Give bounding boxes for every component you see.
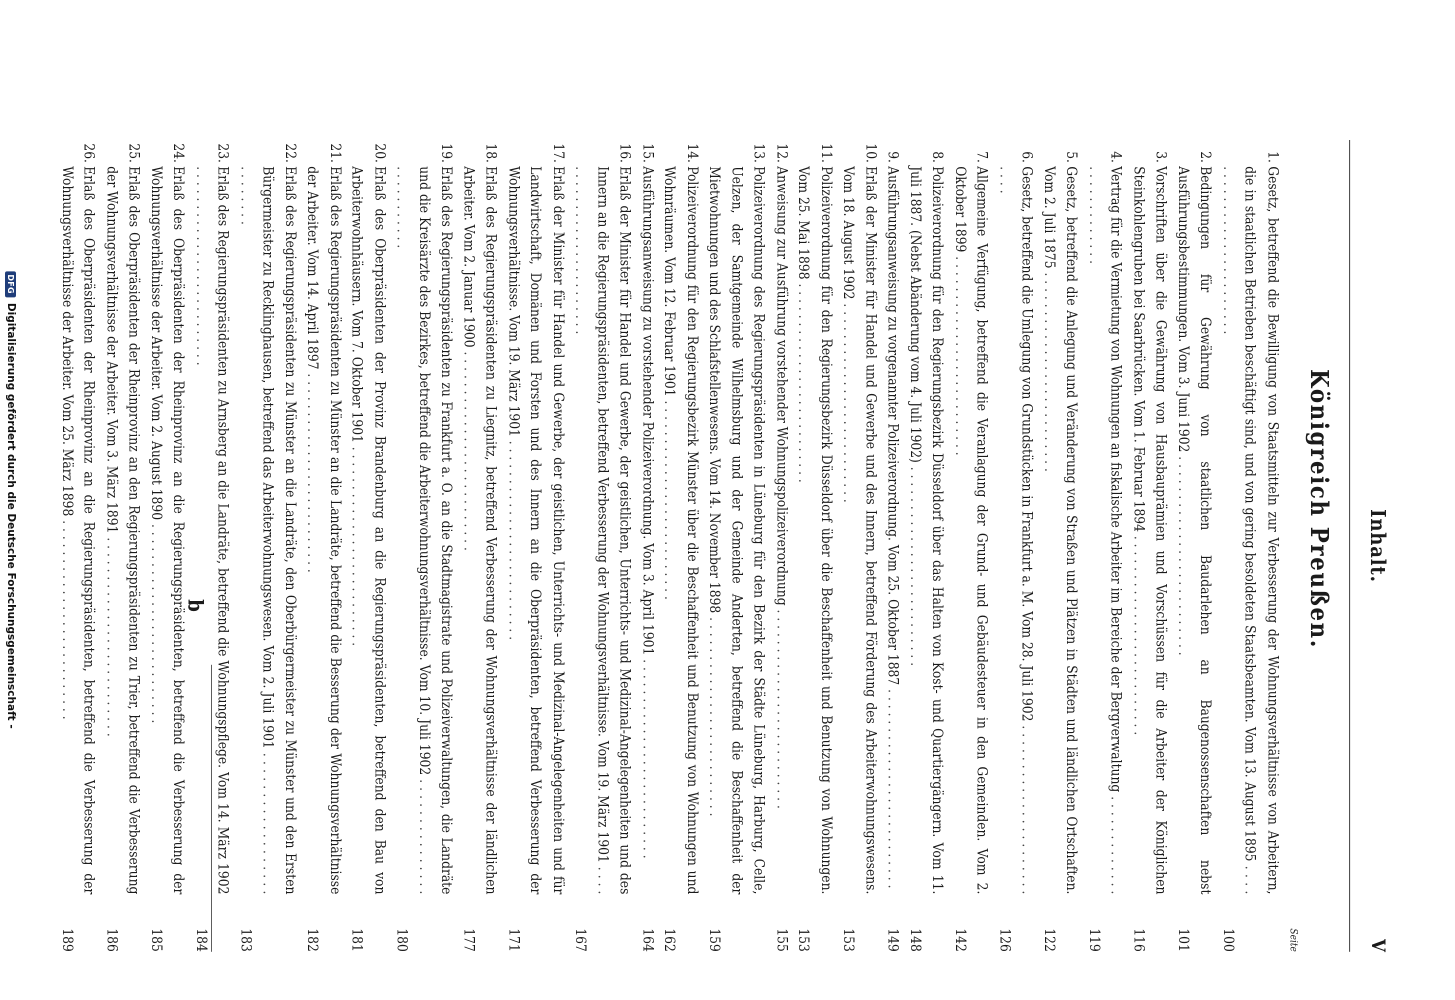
signature-mark: b (182, 599, 208, 612)
toc-entry-title: Ausführungsanweisung zu vorgenannter Polizeiverordnung. Vom 25. Oktober 1887 . . . (882, 166, 904, 894)
toc-entry (636, 140, 658, 952)
running-head: Inhalt. (1365, 509, 1390, 583)
toc-entry (837, 140, 882, 952)
toc-entry-number: 20. (371, 143, 389, 163)
toc-entry-number: 26. (81, 143, 99, 163)
toc-entry-title: Ausführungsanweisung zu vorstehender Polizeiverordnung. Vom 3. April 1901 . . . (636, 166, 658, 894)
toc-entry-number: 7. (974, 151, 992, 163)
toc-entry (993, 140, 1038, 952)
toc-entry-page: 184 (193, 928, 211, 952)
toc-entry (100, 140, 145, 952)
toc-entry-number: 19. (438, 143, 456, 163)
scanned-page (59, 140, 1390, 952)
toc-entry-page: 177 (460, 928, 478, 952)
toc-entry-page: 171 (505, 928, 523, 952)
toc-entry-number: 16. (617, 143, 635, 163)
toc-entry-number: 13. (751, 143, 769, 163)
toc-entry-page: 164 (639, 928, 657, 952)
toc-entry-number: 1. (1264, 151, 1282, 163)
toc-entry (301, 140, 346, 952)
toc-entry-title: Erlaß des Oberpräsidenten der Provinz Brandenburg an die Regierungspräsidenten, betreffend den Bau von Arbeiterwohnhäusern. Vom 7. Oktober 1901 . . . (346, 166, 391, 894)
toc-entry (882, 140, 904, 952)
dfg-logo: DFG (6, 271, 17, 297)
toc-entry-page: 180 (393, 928, 412, 952)
toc-entry-title: Erlaß des Regierungspräsidenten zu Liegnitz, betreffend Verbesserung der Wohnungsverhältnisse der ländlichen Arbeiter. Vom 2. Januar 1900 . . . (458, 166, 503, 894)
toc-entry-page: 142 (952, 928, 970, 952)
toc-entry-number: 25. (126, 143, 144, 163)
toc-entry-title: Polizeiverordnung für den Regierungsbezirk Münster über die Beschaffenheit und Benutzung von Wohnungen und Wohnräumen. Vom 12. Februar 1901 . . . (659, 166, 704, 894)
toc-entry (234, 140, 301, 952)
toc-entry-number: 24. (170, 143, 188, 163)
toc-entry-page: 186 (103, 928, 121, 952)
toc-entry (904, 140, 949, 952)
toc-entry-title: Allgemeine Verfügung, betreffend die Veranlagung der Grund- und Gebäudesteuer in den Gemeinden. Vom 2. Oktober 1899 . . . (949, 166, 994, 894)
toc-entry (190, 140, 235, 952)
toc-entry-page: 155 (773, 928, 791, 952)
toc-entry-title: Erlaß des Regierungspräsidenten zu Münster an die Landräte, den Oberbürgermeister zu Münster und den Ersten Bürgermeister zu Recklinghausen, betreffend das Arbeiterwohnungswesen. Vom 2. Juli 1901 . . . (234, 166, 301, 894)
toc-entry-page: 116 (1130, 928, 1148, 952)
toc-entry-number: 8. (929, 151, 947, 163)
toc-entry-page: 149 (885, 928, 903, 952)
toc-entry-page: 185 (148, 928, 166, 952)
toc-entry-title: Erlaß des Oberpräsidenten der Rheinprovinz an die Regierungspräsidenten, betreffend die Verbesserung der Wohnungsverhältnisse der Arbeiter. Vom 25. März 1898 . . . (56, 166, 101, 894)
toc-entry-number: 10. (862, 143, 880, 163)
toc-entry-number: 6. (1019, 151, 1037, 163)
toc-entry-number: 18. (483, 143, 501, 163)
toc-entry (145, 140, 190, 952)
digitization-credit (5, 271, 17, 728)
toc-entry-number: 23. (215, 143, 233, 163)
credit-text: Digitalisierung gefördert durch die Deutsche Forschungsgemeinschaft - (5, 302, 17, 729)
toc-entry-page: 119 (1086, 928, 1104, 952)
toc-entry-page: 126 (996, 928, 1014, 952)
toc-entry (703, 140, 770, 952)
toc-entry-number: 11. (818, 143, 836, 163)
toc-entry-number: 3. (1152, 151, 1171, 163)
toc-entry (391, 140, 458, 952)
toc-entry (1172, 140, 1217, 952)
toc-entry (1217, 140, 1284, 952)
toc-entry-title: Erlaß des Oberpräsidenten der Rheinprovinz an den Regierungspräsidenten zu Trier, betreffend die Verbesserung der Wohnungsverhältnisse der Arbeiter. Vom 3. März 1891 . . . (100, 166, 145, 894)
toc-entry-page: 153 (795, 928, 813, 952)
toc-entry (56, 140, 101, 952)
toc-entry-number: 15. (639, 143, 657, 163)
header-rule (1349, 140, 1350, 952)
toc-entry-page: 183 (237, 928, 255, 952)
toc-entry-number: 17. (550, 143, 568, 163)
toc-entry-number: 4. (1108, 151, 1126, 163)
toc-entry-page: 153 (840, 928, 858, 952)
toc-entry-title: Gesetz, betreffend die Anlegung und Veränderung von Straßen und Plätzen in Städten und ländlichen Ortschaften. Vom 2. Juli 1875 . . . (1038, 166, 1083, 894)
toc-entry-title: Erlaß der Minister für Handel und Gewerbe, der geistlichen, Unterrichts- und Medizinal-Angelegenheiten und des Innern an die Regierungspräsidenten, betreffend Verbesserung der Wohnungsverhältnisse. Vom 19. März 1901 . . . (569, 166, 636, 894)
page-number: V (1367, 939, 1390, 952)
toc-entry-title: Erlaß des Regierungspräsidenten zu Münster an die Landräte, betreffend die Besserung der Wohnungsverhältnisse der Arbeiter. Vom 14. April 1897 . . . (301, 166, 346, 894)
toc-entry-title: Erlaß der Minister für Handel und Gewerbe, der geistlichen, Unterrichts- und Medizinal-Angelegenheiten und für Landwirtschaft, Domänen und Forsten und des Innern an die Oberpräsidenten, betreffend Verbesserung der Wohnungsverhältnisse. Vom 19. März 1901 . . . (502, 166, 569, 894)
toc-entry-title: Erlaß des Regierungspräsidenten zu Arnsberg an die Landräte, betreffend die Wohnungspflege. Vom 14. März 1902 . . . (190, 166, 235, 894)
toc-entry-title: Erlaß des Regierungspräsidenten zu Frankfurt a. O. an die Stadtmagistrate und Polizeiverwaltungen, die Landräte und die Kreisärzte des Bezirkes, betreffend die Arbeiterwohnungsverhältnisse. Vom 10. Juli 1902 . . . (391, 166, 458, 894)
toc-entry-title: Bedingungen für Gewährung von staatlichen Baudarlehen an Baugenossenschaften nebst Ausführungsbestimmungen. Vom 3. Juni 1902 . . . (1172, 166, 1217, 894)
toc-entry-page: 101 (1175, 928, 1193, 952)
toc-entry-number: 22. (282, 143, 300, 163)
toc-entry (770, 140, 792, 952)
toc-entry-number: 14. (684, 143, 702, 163)
toc-entry-page: 189 (59, 928, 77, 952)
toc-entry-title: Erlaß der Minister für Handel und Gewerbe und des Innern, betreffend Förderung des Arbeiterwohnungswesens. Vom 18. August 1902 . . . (837, 166, 882, 894)
toc-entry (949, 140, 994, 952)
table-of-contents (56, 140, 1284, 952)
toc-entry-title: Vorschriften über die Gewährung von Hausbauprämien und Vorschüssen für die Arbeiter der Königlichen Steinkohlengruben bei Saarbrücken. Vom 1. Februar 1894 . . . (1127, 166, 1172, 894)
toc-entry-title: Polizeiverordnung des Regierungspräsidenten in Lüneburg für den Bezirk der Städte Lüneburg, Harburg, Celle, Uelzen, der Samtgemeinde Wilhelmsburg und der Gemeinde Anderten, betreffend die Beschaffenheit der Mietwohnungen und des Schlafstellenwesens. Vom 14. November 1898 . . . (703, 166, 770, 894)
toc-entry-title: Polizeiverordnung für den Regierungsbezirk Düsseldorf über die Beschaffenheit und Benutzung von Wohnungen. Vom 25. Mai 1898 . . . (792, 166, 837, 894)
toc-entry (1038, 140, 1083, 952)
toc-entry-title: Gesetz, betreffend die Bewilligung von Staatsmitteln zur Verbesserung der Wohnungsverhältnisse von Arbeitern, die in staatlichen Betrieben beschäftigt sind, und von gering besoldeten Staatsbeamten. Vom 13. August 1895 . . . (1217, 166, 1284, 894)
toc-entry (458, 140, 503, 952)
toc-entry (792, 140, 837, 952)
toc-entry (502, 140, 569, 952)
toc-entry-page: 100 (1219, 928, 1238, 952)
toc-entry-page: 162 (661, 928, 679, 952)
toc-entry-page: 181 (349, 928, 367, 952)
toc-entry-title: Erlaß des Oberpräsidenten der Rheinprovinz an die Regierungspräsidenten, betreffend die Verbesserung der Wohnungsverhältnisse der Arbeiter. Vom 2. August 1890 . . . (145, 166, 190, 894)
toc-entry (346, 140, 391, 952)
toc-entry-page: 182 (304, 928, 322, 952)
toc-entry-number: 2. (1197, 151, 1215, 163)
toc-entry-page: 159 (706, 928, 724, 952)
footer-rule (211, 665, 212, 952)
toc-entry-page: 122 (1041, 928, 1059, 952)
toc-entry (1083, 140, 1128, 952)
toc-entry-title: Gesetz, betreffend die Umlegung von Grundstücken in Frankfurt a. M. Vom 28. Juli 1902 . . . (993, 166, 1038, 894)
toc-entry (569, 140, 636, 952)
toc-entry-number: 9. (885, 151, 903, 163)
toc-entry-page: 167 (572, 928, 590, 952)
toc-entry-page: 148 (907, 928, 925, 952)
toc-entry-title: Polizeiverordnung für den Regierungsbezirk Düsseldorf über das Halten von Kost- und Quartiergängern. Vom 11. Juli 1887. (Nebst Abänderung vom 4. Juli 1902) . . . (904, 166, 949, 894)
toc-entry (1127, 140, 1172, 952)
credit-sidebar (0, 0, 22, 1000)
toc-entry-number: 5. (1063, 151, 1081, 163)
toc-entry-number: 21. (326, 143, 345, 163)
section-title: Königreich Preußen. (1304, 369, 1333, 649)
seite-column-label: Seite (1287, 928, 1300, 952)
toc-entry-number: 12. (773, 143, 791, 163)
toc-entry-title: Vertrag für die Vermietung von Wohnungen an fiskalische Arbeiter im Bereiche der Bergverwaltung . . . (1083, 166, 1128, 894)
toc-entry (659, 140, 704, 952)
toc-entry-title: Anweisung zur Ausführung vorstehender Wohnungspolizeiverordnung . . . (770, 166, 792, 894)
